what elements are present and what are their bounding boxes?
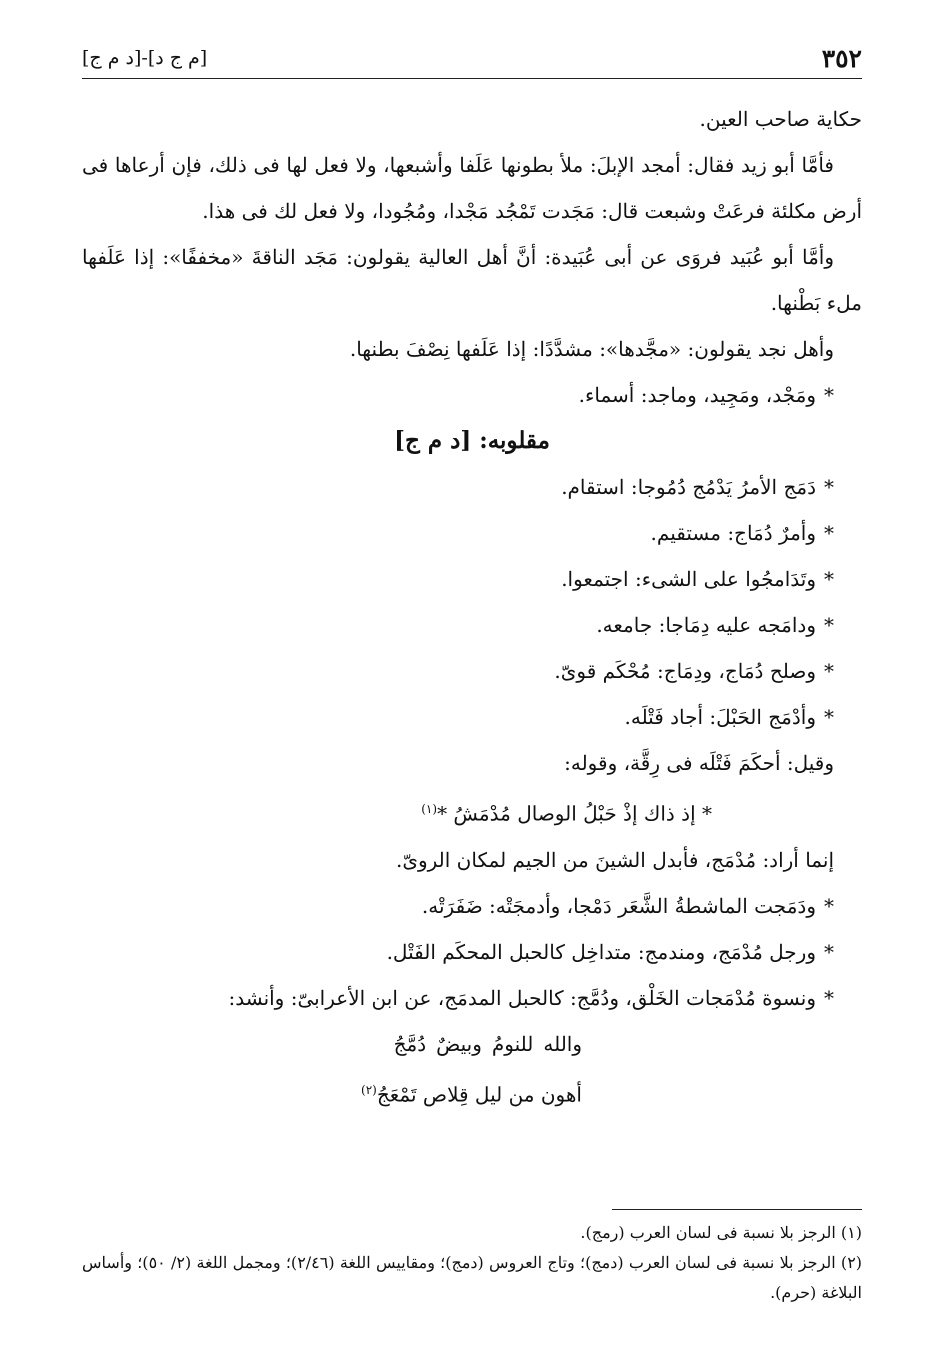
footnote: (٢) الرجز بلا نسبة فى لسان العرب (دمج)؛ وتاج العروس (دمج)؛ ومقاييس اللغة (٢/٤٦)؛ ومجمل اللغة (٢/ ٥٠)؛ وأساس البلاغة (حرم).: [82, 1253, 863, 1302]
star-marker: *: [824, 613, 834, 637]
entry-item: [82, 464, 862, 510]
star-marker: *: [824, 939, 834, 964]
paragraph: فأمَّا أبو زيد فقال: أمجد الإبلَ: ملأ بطونها عَلَفا وأشبعها، ولا فعل لها فى ذلك، فإن أرعاها فى أرض مكلئة فرعَتْ وشبعت قال: مَجَدت تَمْجُد مَجْدا، ومُجُودا، ولا فعل لك فى هذا.: [82, 153, 862, 223]
entry-item: [82, 883, 862, 929]
star-marker: *: [824, 659, 834, 683]
poem: [82, 1021, 862, 1118]
star-marker: *: [824, 893, 834, 918]
entry-text: وأدْمَج الحَبْلَ: أجاد فَتْلَه.: [624, 705, 816, 729]
poem-line: [82, 1021, 862, 1067]
entry-item: [82, 510, 862, 556]
entry-text: ورجل مُدْمَج، ومندمج: متداخِل كالحبل المحكَم الفَتْل.: [386, 939, 816, 964]
entry-item: [82, 648, 862, 694]
paragraph: وقيل: أحكَمَ فَتْلَه فى رِقَّة، وقوله:: [564, 751, 834, 775]
entry-text: وتَدَامجُوا على الشىء: اجتمعوا.: [561, 567, 816, 591]
entry-item: [82, 694, 862, 740]
paragraph: حكاية صاحب العين.: [699, 107, 862, 131]
entry-item: [82, 602, 862, 648]
footnote-ref: (١): [421, 802, 438, 816]
entry-text: وصلح دُمَاج، ودِمَاج: مُحْكَم قوىّ.: [554, 659, 816, 683]
page-header: [82, 38, 862, 79]
entry-text: ونسوة مُدْمَجات الخَلْق، ودُمَّج: كالحبل المدمَج، عن ابن الأعرابىّ: وأنشد:: [228, 985, 816, 1010]
paragraph: إنما أراد: مُدْمَج، فأبدل الشينَ من الجيم لمكان الروىّ.: [395, 847, 834, 872]
section-heading: مقلوبه: [د م ج]: [394, 427, 550, 454]
verse-text: إذ ذاك إذْ حَبْلُ الوصال مُدْمَشُ: [453, 801, 696, 826]
entry-item: [82, 372, 862, 418]
entry-text: ومَجْد، ومَجِيد، وماجد: أسماء.: [578, 383, 816, 407]
entry-item: [82, 556, 862, 602]
paragraph: وأهل نجد يقولون: «مجَّدها»: مشدَّدًا: إذا عَلَفها نِصْفَ بطنها.: [349, 337, 834, 361]
poem-word: والله: [543, 1031, 582, 1056]
star-marker: *: [437, 801, 448, 826]
entry-text: وأمرٌ دُمَاج: مستقيم.: [650, 521, 816, 545]
star-marker: *: [702, 801, 712, 826]
footnote: (١) الرجز بلا نسبة فى لسان العرب (رمج).: [580, 1223, 862, 1242]
star-marker: *: [824, 475, 834, 499]
verse-quote: [82, 786, 862, 837]
main-text: [82, 96, 862, 1117]
poem-word: وبيضٌ: [436, 1031, 482, 1056]
star-marker: *: [824, 705, 834, 729]
star-marker: *: [824, 521, 834, 545]
page-number: ٣٥٢: [821, 43, 862, 73]
footnotes: [82, 1218, 862, 1308]
footnote-ref: (٢): [361, 1082, 377, 1097]
footnote-divider: [612, 1209, 862, 1210]
poem-text: أهون من ليل قِلاص تَمْعَجُ: [376, 1082, 582, 1107]
entry-text: ودامَجه عليه دِمَاجا: جامعه.: [596, 613, 816, 637]
entry-item: [82, 975, 862, 1021]
running-head: [م ج د]-[د م ج]: [82, 47, 208, 69]
entry-text: ودَمَجت الماشطةُ الشَّعَر دَمْجا، وأدمجَتْه: ضَفَرَتْه.: [421, 893, 816, 918]
poem-word: دُمَّجُ: [393, 1031, 427, 1056]
star-marker: *: [824, 383, 834, 407]
poem-word: للنومُ: [491, 1031, 534, 1056]
star-marker: *: [824, 567, 834, 591]
entry-text: دَمَج الأمرُ يَدْمُج دُمُوجا: استقام.: [561, 475, 816, 499]
poem-line: [82, 1067, 862, 1118]
star-marker: *: [824, 985, 834, 1010]
paragraph: وأمَّا أبو عُبَيد فروَى عن أبى عُبَيدة: أنَّ أهل العالية يقولون: مَجَد الناقةَ «مخففًا»: إذا عَلَفها ملء بَطْنها.: [82, 245, 862, 315]
entry-item: [82, 929, 862, 975]
